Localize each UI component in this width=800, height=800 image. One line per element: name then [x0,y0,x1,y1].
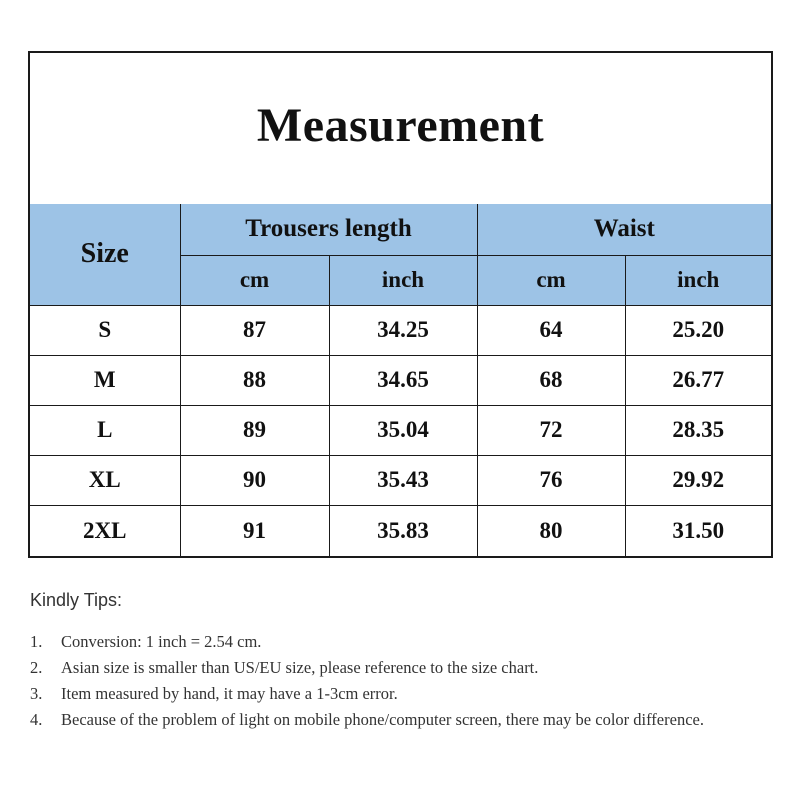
length-cm-cell: 88 [180,355,329,405]
length-cm-cell: 87 [180,305,329,355]
size-cell: L [30,405,180,455]
size-cell: S [30,305,180,355]
tip-item [30,655,775,681]
waist-inch-cell: 29.92 [625,455,771,505]
size-column-header: Size [30,204,180,305]
tips-list [30,629,775,733]
waist-cm-header: cm [477,255,625,305]
tips-section [30,590,775,733]
chart-title: Measurement [256,99,545,152]
table-row [30,455,771,505]
waist-inch-cell: 28.35 [625,405,771,455]
waist-inch-header: inch [625,255,771,305]
waist-inch-cell: 26.77 [625,355,771,405]
size-cell: 2XL [30,505,180,556]
tip-text: Conversion: 1 inch = 2.54 cm. [61,632,262,651]
waist-inch-cell: 31.50 [625,505,771,556]
size-cell: XL [30,455,180,505]
length-inch-cell: 34.25 [329,305,477,355]
header-row-groups [30,204,771,255]
tip-number: 3. [30,684,43,703]
length-cm-cell: 90 [180,455,329,505]
table-row [30,405,771,455]
size-chart [28,51,773,558]
tip-text: Asian size is smaller than US/EU size, please reference to the size chart. [61,658,539,677]
length-inch-cell: 35.43 [329,455,477,505]
trousers-length-header: Trousers length [180,204,477,255]
size-table [30,204,771,556]
length-inch-cell: 34.65 [329,355,477,405]
tips-title: Kindly Tips: [30,590,123,610]
tip-number: 4. [30,710,43,729]
tip-item [30,707,775,733]
waist-inch-cell: 25.20 [625,305,771,355]
waist-cm-cell: 72 [477,405,625,455]
length-cm-cell: 89 [180,405,329,455]
tip-number: 1. [30,632,43,651]
length-cm-cell: 91 [180,505,329,556]
tip-text: Item measured by hand, it may have a 1-3cm error. [61,684,398,703]
length-inch-cell: 35.04 [329,405,477,455]
size-cell: M [30,355,180,405]
tip-number: 2. [30,658,43,677]
waist-cm-cell: 76 [477,455,625,505]
waist-cm-cell: 68 [477,355,625,405]
waist-cm-cell: 80 [477,505,625,556]
waist-cm-cell: 64 [477,305,625,355]
length-cm-header: cm [180,255,329,305]
table-row [30,505,771,556]
table-row [30,305,771,355]
table-row [30,355,771,405]
tip-item [30,681,775,707]
title-area [30,53,771,204]
length-inch-header: inch [329,255,477,305]
waist-header: Waist [477,204,771,255]
tip-item [30,629,775,655]
tip-text: Because of the problem of light on mobile phone/computer screen, there may be color difference. [61,710,704,729]
length-inch-cell: 35.83 [329,505,477,556]
